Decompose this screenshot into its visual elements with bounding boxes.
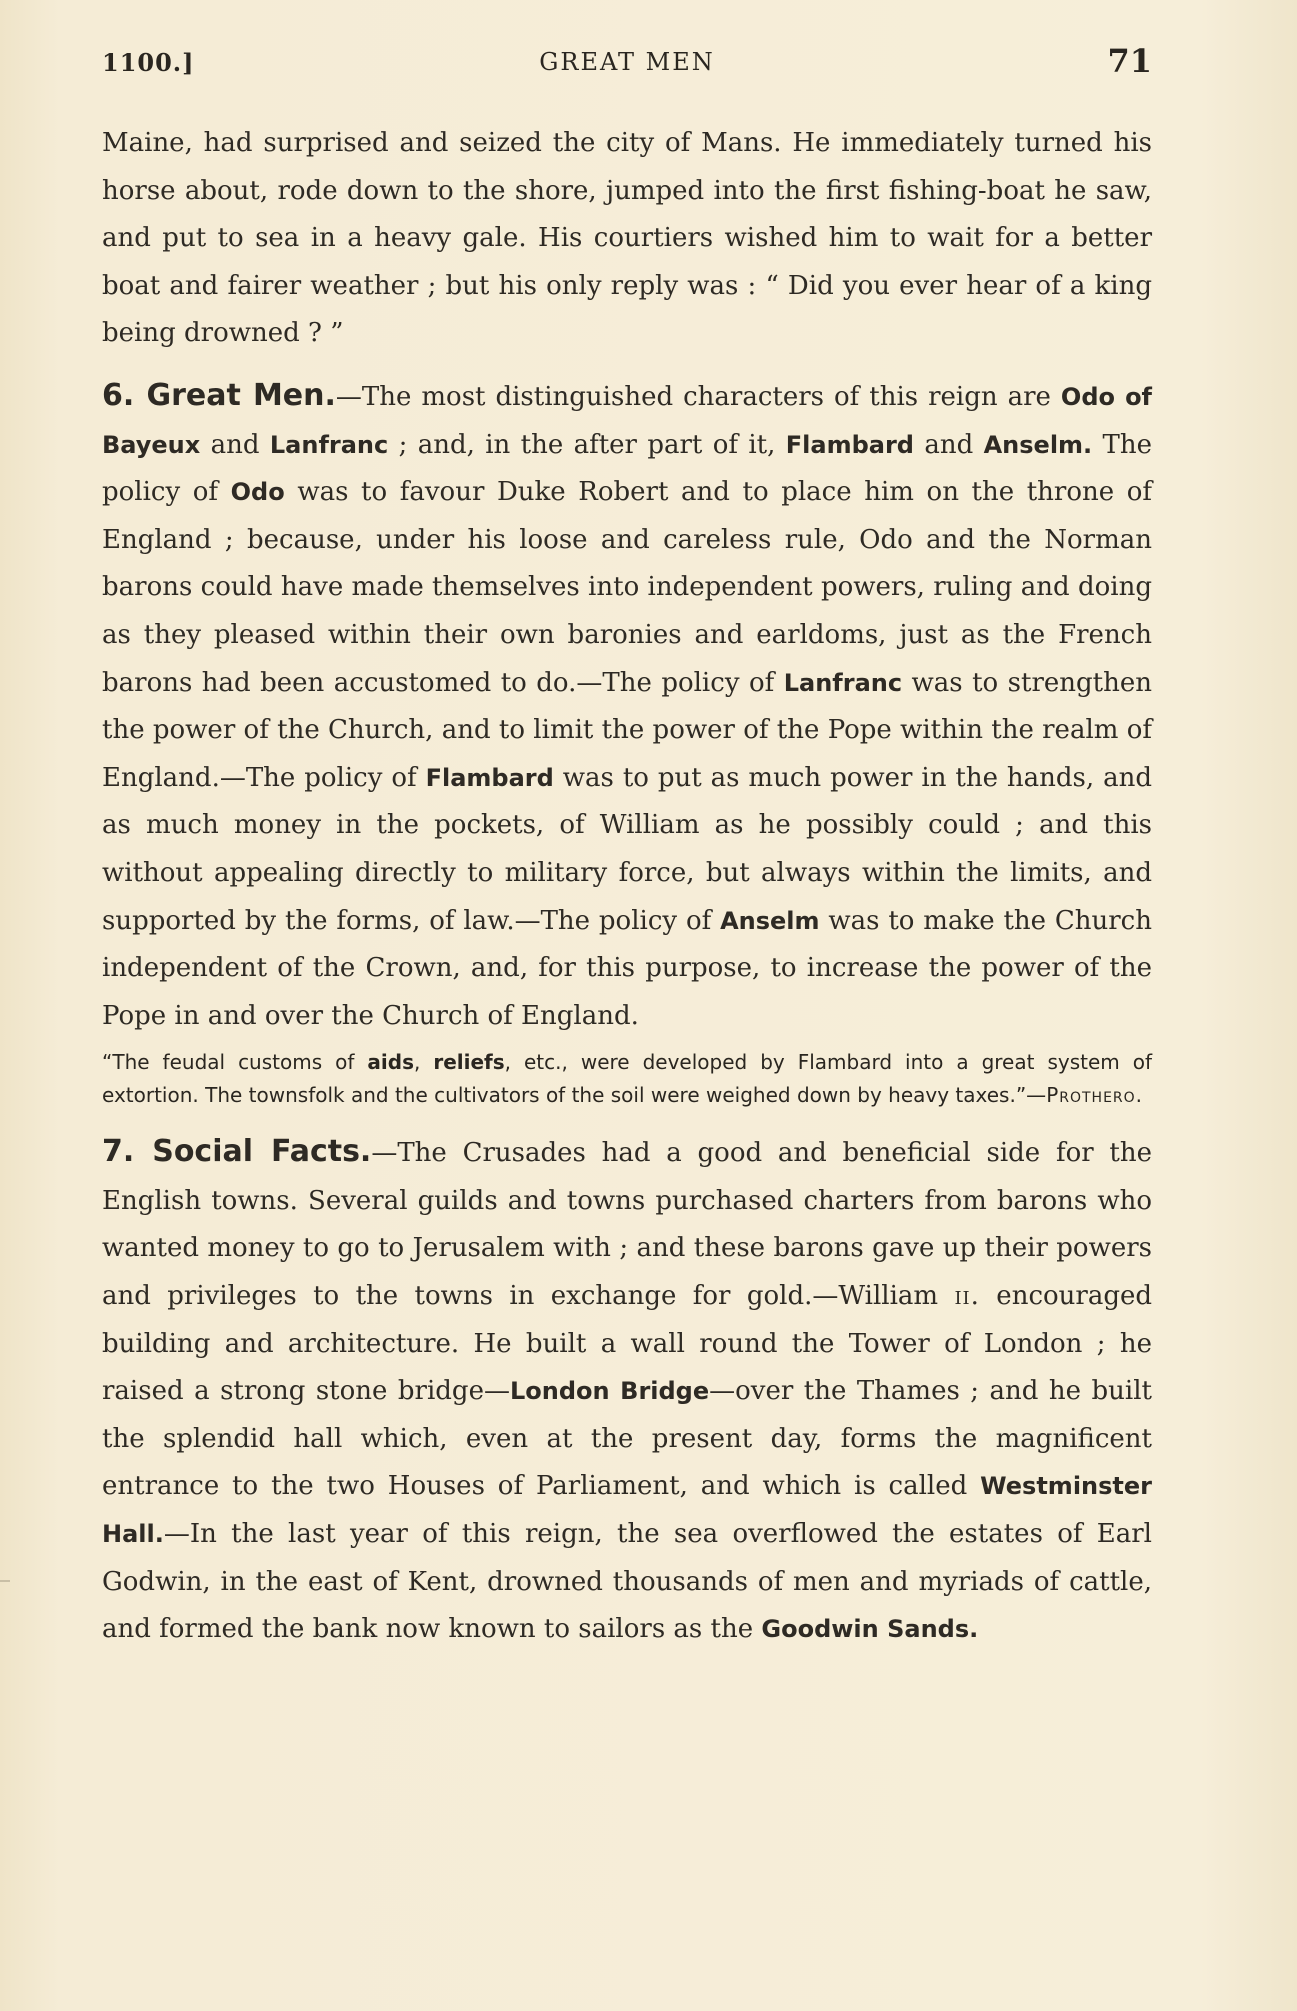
name-westminster-hall: Westminster Hall. bbox=[102, 1472, 1152, 1549]
term-aids: aids bbox=[367, 1050, 414, 1075]
header-title: GREAT MEN bbox=[539, 48, 715, 76]
name-lanfranc: Lanfranc bbox=[269, 430, 389, 459]
section-social-facts: 7. Social Facts.—The Crusades had a good and beneficial side for the English towns. Several guilds and towns purchased charters from barons who wanted money to go to Jerusalem with ; and these barons gave up their powers and privileges to the towns in exchange for gold.—William ii. encouraged building and architecture. He built a wall round the Tower of London ; he raised a strong stone bridge—London Bridge—over the Thames ; and he built the splendid hall which, even at the present day, forms the magnificent entrance to the two Houses of Parliament, and which is called Westminster Hall.—In the last year of this reign, the sea overflowed the estates of Earl Godwin, in the east of Kent, drowned thousands of men and myriads of cattle, and formed the bank now known to sailors as the Goodwin Sands. bbox=[102, 1134, 1153, 1645]
running-head bbox=[102, 40, 1152, 90]
name-flambard: Flambard bbox=[785, 430, 914, 459]
section-heading-great-men: 6. Great Men. bbox=[102, 377, 336, 413]
prothero-quote: “The feudal customs of aids, reliefs, etc., were developed by Flambard into a great system of extortion. The townsfolk and the cultivators of the soil were weighed down by heavy taxes.”—Prothero. bbox=[102, 1050, 1153, 1108]
header-year: 1100.] bbox=[102, 48, 195, 77]
name-odo: Odo bbox=[230, 478, 285, 507]
name-flambard-2: Flambard bbox=[425, 763, 554, 792]
section-great-men: 6. Great Men.—The most distinguished characters of this reign are Odo of Bayeux and Lanfranc ; and, in the after part of it, Flambard and Anselm. The policy of Odo was to favour Duke Robert and to place him on the throne of England ; because, under his loose and careless rule, Odo and the Norman barons could have made themselves into independent powers, ruling and doing as they pleased within their own baronies and earldoms, just as the French barons had been accustomed to do.—The policy of Lanfranc was to strengthen the power of the Church, and to limit the power of the Pope within the realm of England.—The policy of Flambard was to put as much power in the hands, and as much money in the pockets, of William as he possibly could ; and this without appealing directly to military force, but always within the limits, and supported by the forms, of law.—The policy of Anselm was to make the Church independent of the Crown, and, for this purpose, to increase the power of the Pope in and over the Church of England. bbox=[102, 377, 1153, 1031]
term-reliefs: reliefs bbox=[433, 1050, 505, 1075]
roman-numeral: ii. bbox=[954, 1281, 980, 1312]
quote-author: Prothero. bbox=[1046, 1083, 1144, 1108]
section-heading-social-facts: 7. Social Facts. bbox=[102, 1134, 372, 1170]
name-anselm: Anselm. bbox=[983, 430, 1093, 459]
name-anselm-2: Anselm bbox=[720, 906, 820, 935]
margin-mark bbox=[0, 1580, 10, 1582]
name-odo-of-bayeux: Odo of Bayeux bbox=[102, 382, 1153, 459]
term-townsfolk: townsfolk bbox=[248, 1083, 345, 1108]
name-lanfranc-2: Lanfranc bbox=[783, 668, 903, 697]
name-london-bridge: London Bridge bbox=[509, 1377, 710, 1406]
name-goodwin-sands: Goodwin Sands. bbox=[761, 1615, 979, 1644]
body-text bbox=[102, 120, 1152, 1654]
page-number: 71 bbox=[1107, 42, 1152, 80]
intro-paragraph: Maine, had surprised and seized the city of Mans. He immediately turned his horse about, rode down to the shore, jumped into the first fishing-boat he saw, and put to sea in a heavy gale. His courtiers wished him to wait for a better boat and fairer weather ; but his only reply was : “ Did you ever hear of a king being drowned ? ” bbox=[102, 128, 1152, 349]
